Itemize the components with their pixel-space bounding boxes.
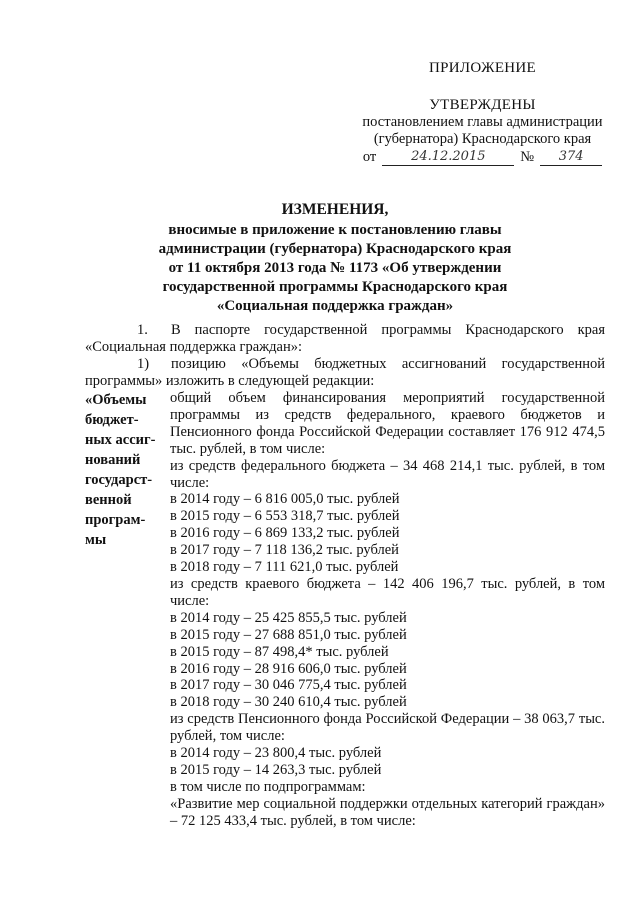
paragraph-2 bbox=[85, 356, 605, 390]
table-row: в 2015 году – 14 263,3 тыс. рублей bbox=[170, 761, 382, 778]
table-row: в 2016 году – 6 869 133,2 тыс. рублей bbox=[170, 525, 400, 542]
table-row: в 2014 году – 25 425 855,5 тыс. рублей bbox=[170, 609, 407, 626]
approval-line-1: постановлением главы администрации bbox=[362, 114, 603, 130]
heading-line-1: вносимые в приложение к постановлению главы bbox=[168, 222, 502, 238]
table-row: из средств федерального бюджета – 34 468 214,1 тыс. рублей, в том числе: bbox=[170, 457, 605, 491]
table-row: в 2015 году – 87 498,4* тыс. рублей bbox=[170, 643, 389, 660]
left-line: венной bbox=[85, 492, 132, 508]
table-left-column bbox=[85, 390, 170, 830]
table-row: общий объем финансирования мероприятий государственной программы из средств федерального, краевого бюджетов и Пенсионного фонда Российской Федерации составляет 176 912 474,5 тыс. рублей, в том числе: bbox=[170, 390, 605, 457]
attachment-label: ПРИЛОЖЕНИЕ bbox=[428, 60, 537, 76]
from-label: от bbox=[362, 149, 377, 165]
table-row: в 2017 году – 7 118 136,2 тыс. рублей bbox=[170, 542, 399, 559]
heading-title: ИЗМЕНЕНИЯ, bbox=[281, 201, 389, 218]
left-line: нований bbox=[85, 452, 141, 468]
approval-block bbox=[355, 60, 610, 166]
left-line: програм- bbox=[85, 512, 146, 528]
heading-line-3: от 11 октября 2013 года № 1173 «Об утверждении bbox=[168, 260, 502, 276]
paragraph-1-number: 1. bbox=[137, 322, 148, 338]
table-row: в 2016 году – 28 916 606,0 тыс. рублей bbox=[170, 660, 407, 677]
heading-line-5: «Социальная поддержка граждан» bbox=[216, 298, 454, 314]
table-right-column bbox=[170, 390, 605, 830]
left-line: государст- bbox=[85, 472, 153, 488]
date-number-row bbox=[355, 148, 610, 166]
table-row: из средств краевого бюджета – 142 406 196,7 тыс. рублей, в том числе: bbox=[170, 575, 605, 609]
left-line: мы bbox=[85, 532, 107, 548]
left-line: «Объемы bbox=[85, 392, 147, 408]
table-row: в том числе по подпрограммам: bbox=[170, 778, 366, 795]
handwritten-date: 24.12.2015 bbox=[382, 148, 514, 166]
table-row: в 2017 году – 30 046 775,4 тыс. рублей bbox=[170, 677, 407, 694]
budget-table bbox=[85, 390, 605, 830]
number-label: № bbox=[520, 149, 535, 165]
paragraph-1-text: В паспорте государственной программы Краснодарского края «Социальная поддержка граждан»: bbox=[85, 322, 605, 355]
handwritten-number: 374 bbox=[540, 148, 602, 166]
heading-line-4: государственной программы Краснодарского края bbox=[162, 279, 508, 295]
approval-line-2: (губернатора) Краснодарского края bbox=[373, 131, 592, 147]
table-row: в 2018 году – 7 111 621,0 тыс. рублей bbox=[170, 559, 399, 576]
table-row: в 2014 году – 23 800,4 тыс. рублей bbox=[170, 745, 382, 762]
left-line: ных ассиг- bbox=[85, 432, 156, 448]
left-line: бюджет- bbox=[85, 412, 139, 428]
table-row: «Развитие мер социальной поддержки отдельных категорий граждан» – 72 125 433,4 тыс. рублей, в том числе: bbox=[170, 795, 605, 829]
table-row: в 2014 году – 6 816 005,0 тыс. рублей bbox=[170, 491, 400, 508]
document-heading bbox=[60, 200, 610, 316]
heading-line-2: администрации (губернатора) Краснодарского края bbox=[158, 241, 512, 257]
paragraph-2-number: 1) bbox=[137, 356, 150, 372]
approved-label: УТВЕРЖДЕНЫ bbox=[429, 97, 536, 113]
table-row: в 2015 году – 27 688 851,0 тыс. рублей bbox=[170, 626, 407, 643]
table-row: из средств Пенсионного фонда Российской Федерации – 38 063,7 тыс. рублей, том числе: bbox=[170, 711, 605, 745]
table-row: в 2018 году – 30 240 610,4 тыс. рублей bbox=[170, 694, 407, 711]
table-row: в 2015 году – 6 553 318,7 тыс. рублей bbox=[170, 508, 400, 525]
paragraph-1 bbox=[85, 322, 605, 356]
body-text bbox=[85, 322, 605, 390]
paragraph-2-text: позицию «Объемы бюджетных ассигнований государственной программы» изложить в следующей редакции: bbox=[85, 356, 605, 389]
